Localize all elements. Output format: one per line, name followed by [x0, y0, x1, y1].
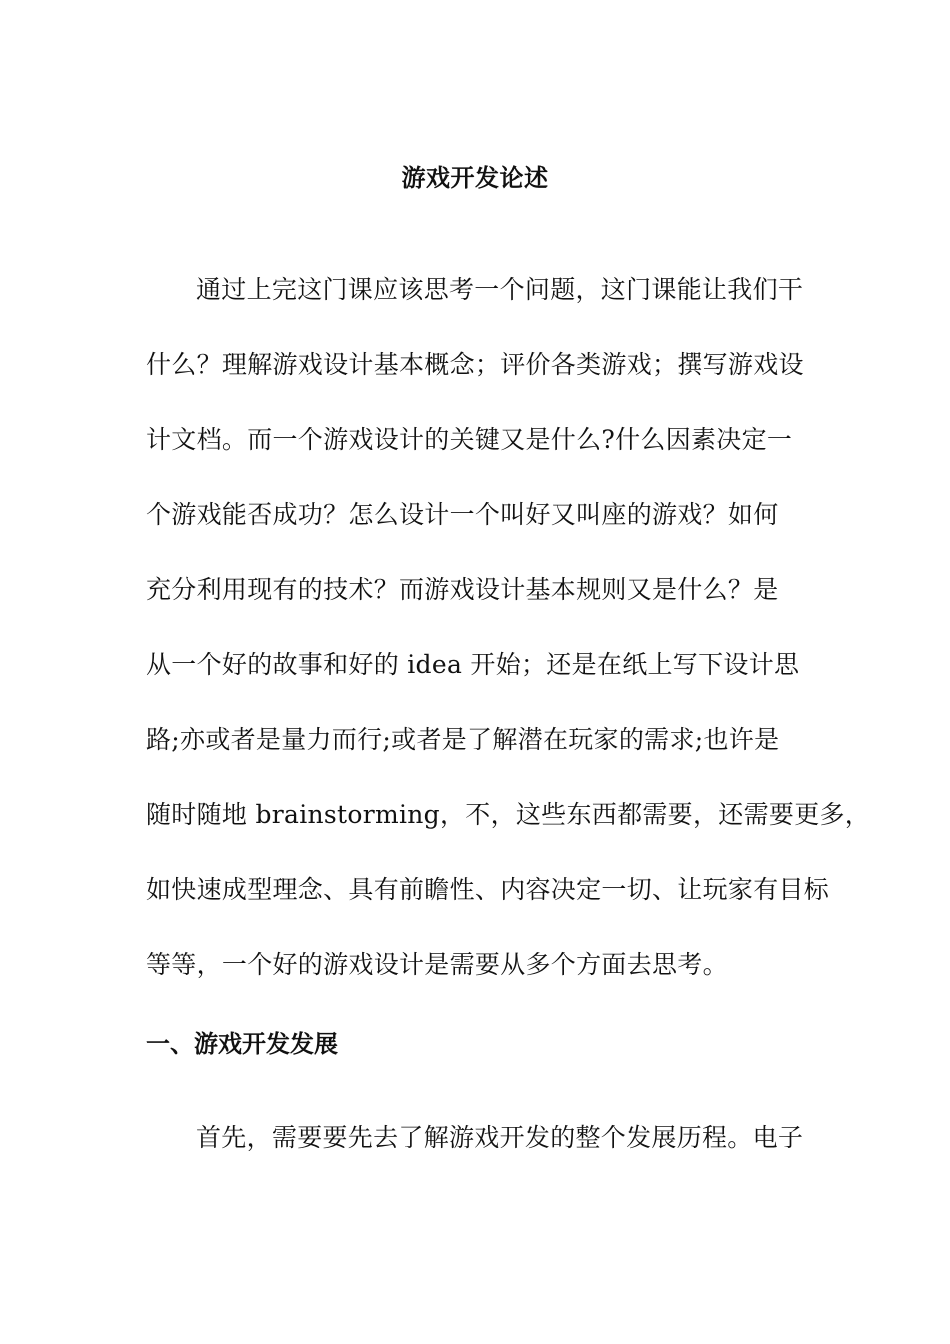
paragraph-line: 个游戏能否成功？怎么设计一个叫好又叫座的游戏？如何: [146, 500, 779, 529]
paragraph-line: 计文档。而一个游戏设计的关键又是什么?什么因素决定一: [146, 425, 793, 454]
paragraph-line: 通过上完这门课应该思考一个问题，这门课能让我们干: [196, 275, 804, 304]
paragraph-line: 随时随地 brainstorming，不，这些东西都需要，还需要更多，: [146, 800, 871, 829]
paragraph-line: 什么？理解游戏设计基本概念；评价各类游戏；撰写游戏设: [146, 350, 804, 379]
paragraph-line: 充分利用现有的技术？而游戏设计基本规则又是什么？是: [146, 575, 779, 604]
paragraph-line: 如快速成型理念、具有前瞻性、内容决定一切、让玩家有目标: [146, 875, 830, 904]
document-title: 游戏开发论述: [401, 164, 549, 192]
paragraph-line: 等等，一个好的游戏设计是需要从多个方面去思考。: [146, 950, 728, 979]
paragraph-line: 从一个好的故事和好的 idea 开始；还是在纸上写下设计思: [146, 650, 800, 679]
paragraph-line: 首先，需要要先去了解游戏开发的整个发展历程。电子: [196, 1123, 804, 1152]
section-heading: 一、游戏开发发展: [146, 1030, 338, 1058]
paragraph-line: 路;亦或者是量力而行;或者是了解潜在玩家的需求;也许是: [146, 725, 780, 754]
